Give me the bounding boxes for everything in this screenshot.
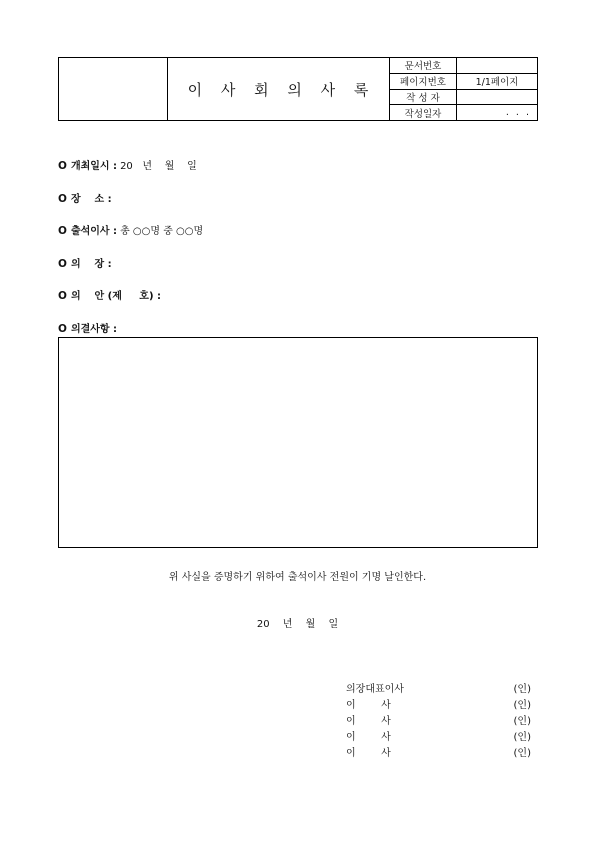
seal-mark[interactable]: (인) <box>513 747 531 759</box>
field-chairperson <box>58 255 115 270</box>
signature-row <box>346 743 531 759</box>
logo-area <box>59 58 168 120</box>
meta-label: 작 성 자 <box>390 90 457 105</box>
seal-mark[interactable]: (인) <box>513 715 531 727</box>
bullet-icon: O <box>58 323 67 335</box>
doc-number-field[interactable] <box>457 58 537 73</box>
signature-block <box>346 679 531 759</box>
page-number-value: 1/1페이지 <box>475 77 519 89</box>
signer-role: 의장대표이사 <box>346 683 404 695</box>
field-location <box>58 190 115 205</box>
bullet-icon: O <box>58 258 67 270</box>
document-title: 이 사 회 의 사 록 <box>168 58 390 120</box>
meta-label: 문서번호 <box>390 58 457 73</box>
field-value[interactable]: 총 ○○명 중 ○○명 <box>120 226 204 237</box>
meta-label: 작성일자 <box>390 105 457 120</box>
signature-row <box>346 695 531 711</box>
bullet-icon: O <box>58 193 67 205</box>
field-meeting-datetime <box>58 157 197 172</box>
bullet-icon: O <box>58 160 67 172</box>
meta-row-page-number <box>390 74 537 90</box>
field-label: 의 장 : <box>70 259 112 270</box>
author-field[interactable] <box>457 90 537 105</box>
signer-role: 이 사 <box>346 699 391 711</box>
field-label: 의 안 (제 호) : <box>70 291 162 302</box>
signer-role: 이 사 <box>346 715 391 727</box>
document-header <box>58 57 538 121</box>
field-attendance <box>58 222 203 237</box>
seal-mark[interactable]: (인) <box>513 731 531 743</box>
document-meta-table <box>390 58 537 120</box>
resolutions-text-area[interactable] <box>58 337 538 548</box>
seal-mark[interactable]: (인) <box>513 699 531 711</box>
field-agenda <box>58 287 164 302</box>
field-label: 출석이사 : <box>70 226 118 237</box>
field-label: 개최일시 : <box>70 161 118 172</box>
bullet-icon: O <box>58 225 67 237</box>
signature-row <box>346 711 531 727</box>
meta-label: 페이지번호 <box>390 74 457 89</box>
meta-row-doc-number <box>390 58 537 74</box>
field-value[interactable]: 20 년 월 일 <box>120 161 197 172</box>
bullet-icon: O <box>58 290 67 302</box>
seal-mark[interactable]: (인) <box>513 683 531 695</box>
meta-row-author <box>390 90 537 106</box>
signer-role: 이 사 <box>346 731 391 743</box>
signature-row <box>346 679 531 695</box>
certification-statement: 위 사실을 증명하기 위하여 출석이사 전원이 기명 날인한다. <box>168 572 427 583</box>
signing-date[interactable]: 20 년 월 일 <box>256 619 339 630</box>
signature-row <box>346 727 531 743</box>
field-resolutions <box>58 320 120 335</box>
field-label: 의결사항 : <box>70 324 118 335</box>
signer-role: 이 사 <box>346 747 391 759</box>
date-field[interactable]: . . . <box>505 107 531 119</box>
field-label: 장 소 : <box>70 194 112 205</box>
meta-row-date <box>390 105 537 120</box>
